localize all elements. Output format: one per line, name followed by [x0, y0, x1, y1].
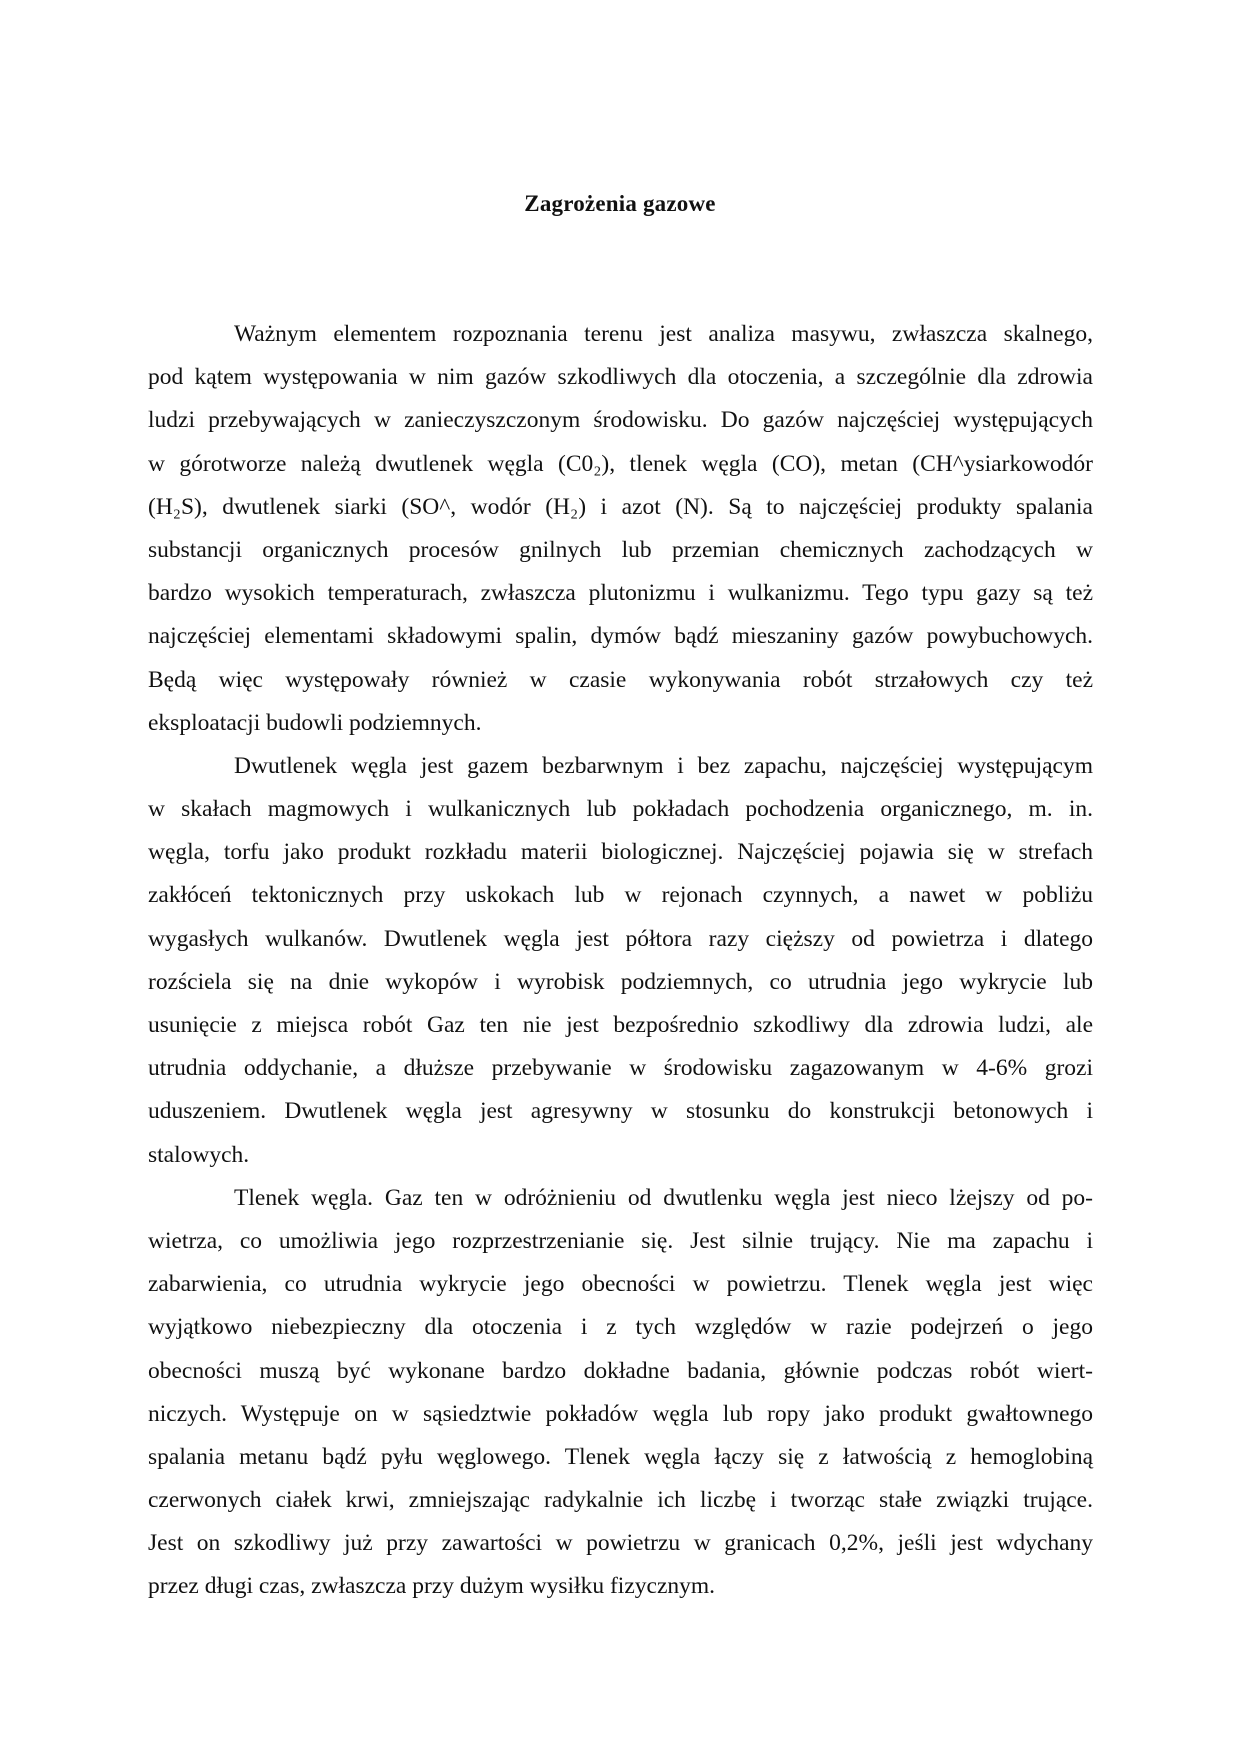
text-line: zakłóceń tektonicznych przy uskokach lub w rejonach czynnych, a nawet w pobliżu: [148, 882, 1093, 909]
text-line: stalowych.: [148, 1141, 250, 1168]
text-line: Będą więc występowały również w czasie wykonywania robót strzałowych czy też: [148, 666, 1093, 693]
text-line: spalania metanu bądź pyłu węglowego. Tlenek węgla łączy się z łatwością z hemoglobiną: [148, 1443, 1093, 1470]
text-line: substancji organicznych procesów gnilnych lub przemian chemicznych zachodzących w: [148, 536, 1093, 563]
text-line: przez długi czas, zwłaszcza przy dużym wysiłku fizycznym.: [148, 1573, 716, 1600]
paragraph-1: [148, 313, 1093, 745]
text-line: czerwonych ciałek krwi, zmniejszając radykalnie ich liczbę i tworząc stałe związki trujące.: [148, 1487, 1093, 1514]
text-line: Dwutlenek węgla jest gazem bezbarwnym i bez zapachu, najczęściej występującym: [234, 752, 1093, 779]
text-line: w górotworze należą dwutlenek węgla (C0₂), tlenek węgla (CO), metan (CH^ysiarkowodór: [148, 450, 1093, 477]
text-line: Jest on szkodliwy już przy zawartości w powietrzu w granicach 0,2%, jeśli jest wdychany: [148, 1530, 1093, 1557]
text-line: najczęściej elementami składowymi spalin, dymów bądź mieszaniny gazów powybuchowych.: [148, 623, 1093, 650]
text-line: zabarwienia, co utrudnia wykrycie jego obecności w powietrzu. Tlenek węgla jest więc: [148, 1271, 1093, 1298]
document-body: [148, 313, 1093, 1609]
text-line: niczych. Występuje on w sąsiedztwie pokładów węgla lub ropy jako produkt gwałtownego: [148, 1400, 1093, 1427]
text-line: węgla, torfu jako produkt rozkładu materii biologicznej. Najczęściej pojawia się w strefach: [148, 839, 1093, 866]
text-line: (H₂S), dwutlenek siarki (SO^, wodór (H₂) i azot (N). Są to najczęściej produkty spalania: [148, 493, 1093, 520]
text-line: rozściela się na dnie wykopów i wyrobisk podziemnych, co utrudnia jego wykrycie lub: [148, 968, 1093, 995]
text-line: usunięcie z miejsca robót Gaz ten nie jest bezpośrednio szkodliwy dla zdrowia ludzi, ale: [148, 1012, 1093, 1038]
text-line: bardzo wysokich temperaturach, zwłaszcza plutonizmu i wulkanizmu. Tego typu gazy są też: [148, 580, 1093, 607]
text-line: Ważnym elementem rozpoznania terenu jest analiza masywu, zwłaszcza skalnego,: [234, 321, 1093, 347]
text-line: wygasłych wulkanów. Dwutlenek węgla jest półtora razy cięższy od powietrza i dlatego: [148, 925, 1093, 952]
paragraph-3: [148, 1177, 1093, 1609]
text-line: Tlenek węgla. Gaz ten w odróżnieniu od dwutlenku węgla jest nieco lżejszy od po-: [234, 1184, 1093, 1211]
text-line: obecności muszą być wykonane bardzo dokładne badania, głównie podczas robót wiert-: [148, 1357, 1093, 1384]
text-line: eksploatacji budowli podziemnych.: [148, 709, 482, 736]
text-line: wietrza, co umożliwia jego rozprzestrzenianie się. Jest silnie trujący. Nie ma zapachu i: [148, 1227, 1093, 1254]
text-line: wyjątkowo niebezpieczny dla otoczenia i z tych względów w razie podejrzeń o jego: [148, 1314, 1093, 1341]
text-line: pod kątem występowania w nim gazów szkodliwych dla otoczenia, a szczególnie dla zdrowia: [148, 364, 1093, 391]
text-line: utrudnia oddychanie, a dłuższe przebywanie w środowisku zagazowanym w 4-6% grozi: [148, 1055, 1093, 1082]
text-line: w skałach magmowych i wulkanicznych lub pokładach pochodzenia organicznego, m. in.: [148, 796, 1093, 823]
document-title: Zagrożenia gazowe: [524, 191, 716, 216]
paragraph-2: [148, 745, 1093, 1177]
text-line: ludzi przebywających w zanieczyszczonym środowisku. Do gazów najczęściej występujących: [148, 407, 1093, 434]
text-line: uduszeniem. Dwutlenek węgla jest agresywny w stosunku do konstrukcji betonowych i: [148, 1098, 1093, 1125]
